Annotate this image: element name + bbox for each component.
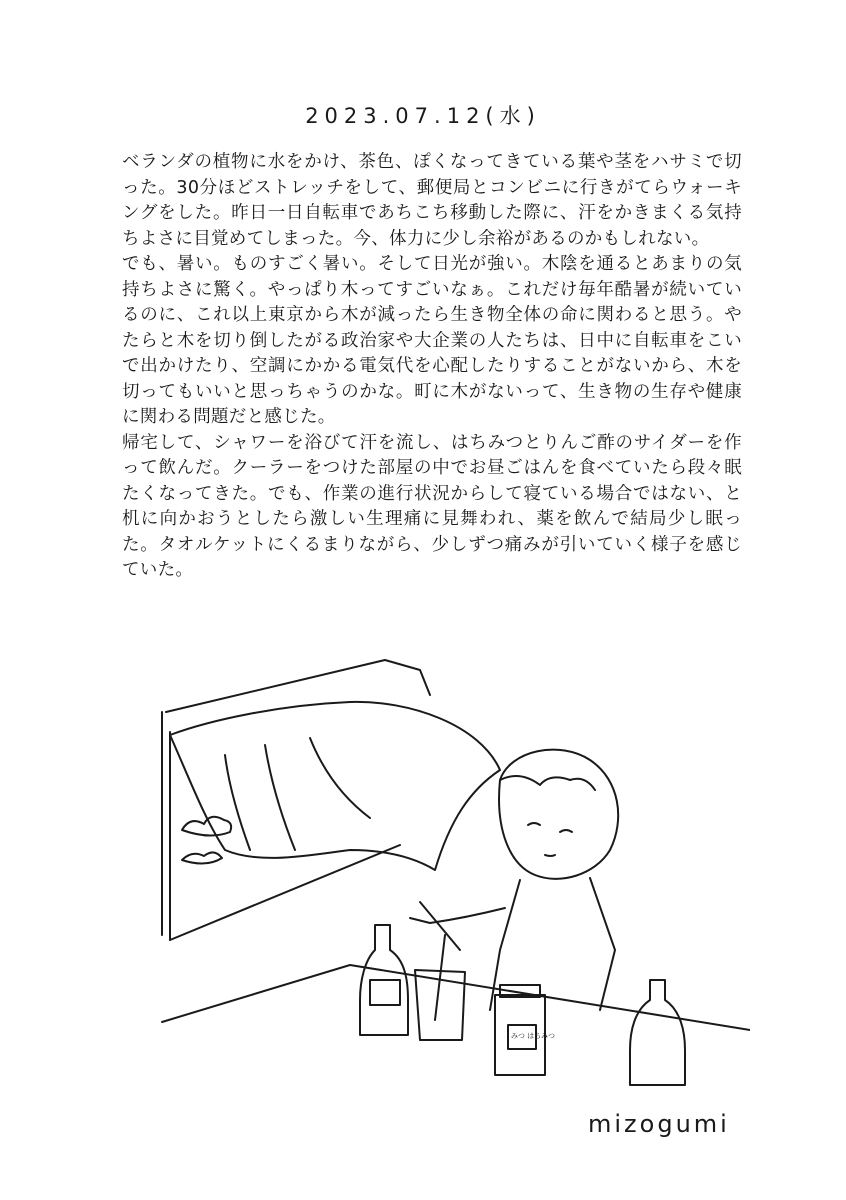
diary-paragraph: 帰宅して、シャワーを浴びて汗を流し、はちみつとりんご酢のサイダーを作って飲んだ。クーラーをつけた部屋の中でお昼ごはんを食べていたら段々眠たくなってきた。でも、作業の進行状況からして寝ている場合ではない、と机に向かおうとしたら激しい生理痛に見舞われ、薬を飲んで結局少し眠った。タオルケットにくるまりながら、少しずつ痛みが引いていく様子を感じていた。 xyxy=(122,432,742,580)
diary-paragraph: でも、暑い。ものすごく暑い。そして日光が強い。木陰を通るとあまりの気持ちよさに驚く。やっぱり木ってすごいなぁ。これだけ毎年酷暑が続いているのに、これ以上東京から木が減ったら生き物全体の命に関わると思う。やたらと木を切り倒したがる政治家や大企業の人たちは、日中に自転車をこいで出かけたり、空調にかかる電気代を心配したりすることがないから、木を切ってもいいと思っちゃうのかな。町に木がないって、生き物の生存や健康に関わる問題だと感じた。 xyxy=(122,254,742,427)
bottles-drawing xyxy=(360,925,685,1085)
curtain-drawing xyxy=(170,702,500,870)
diary-date: 2023.07.12(水) xyxy=(305,104,541,128)
artist-signature: mizogumi xyxy=(588,1110,730,1138)
window-drawing xyxy=(162,660,430,940)
diary-paragraph: ベランダの植物に水をかけ、茶色、ぽくなってきている葉や茎をハサミで切った。30分ほどストレッチをして、郵便局とコンビニに行きがてらウォーキングをした。昨日一日自転車であちこち移動した際に、汗をかきまくる気持ちよさに目覚めてしまった。今、体力に少し余裕があるのかもしれない。 xyxy=(122,152,742,249)
table-edge xyxy=(162,965,750,1030)
line-illustration xyxy=(150,650,750,1100)
diary-text xyxy=(122,150,742,584)
jar-label: みつ はちみつ xyxy=(511,1032,555,1040)
